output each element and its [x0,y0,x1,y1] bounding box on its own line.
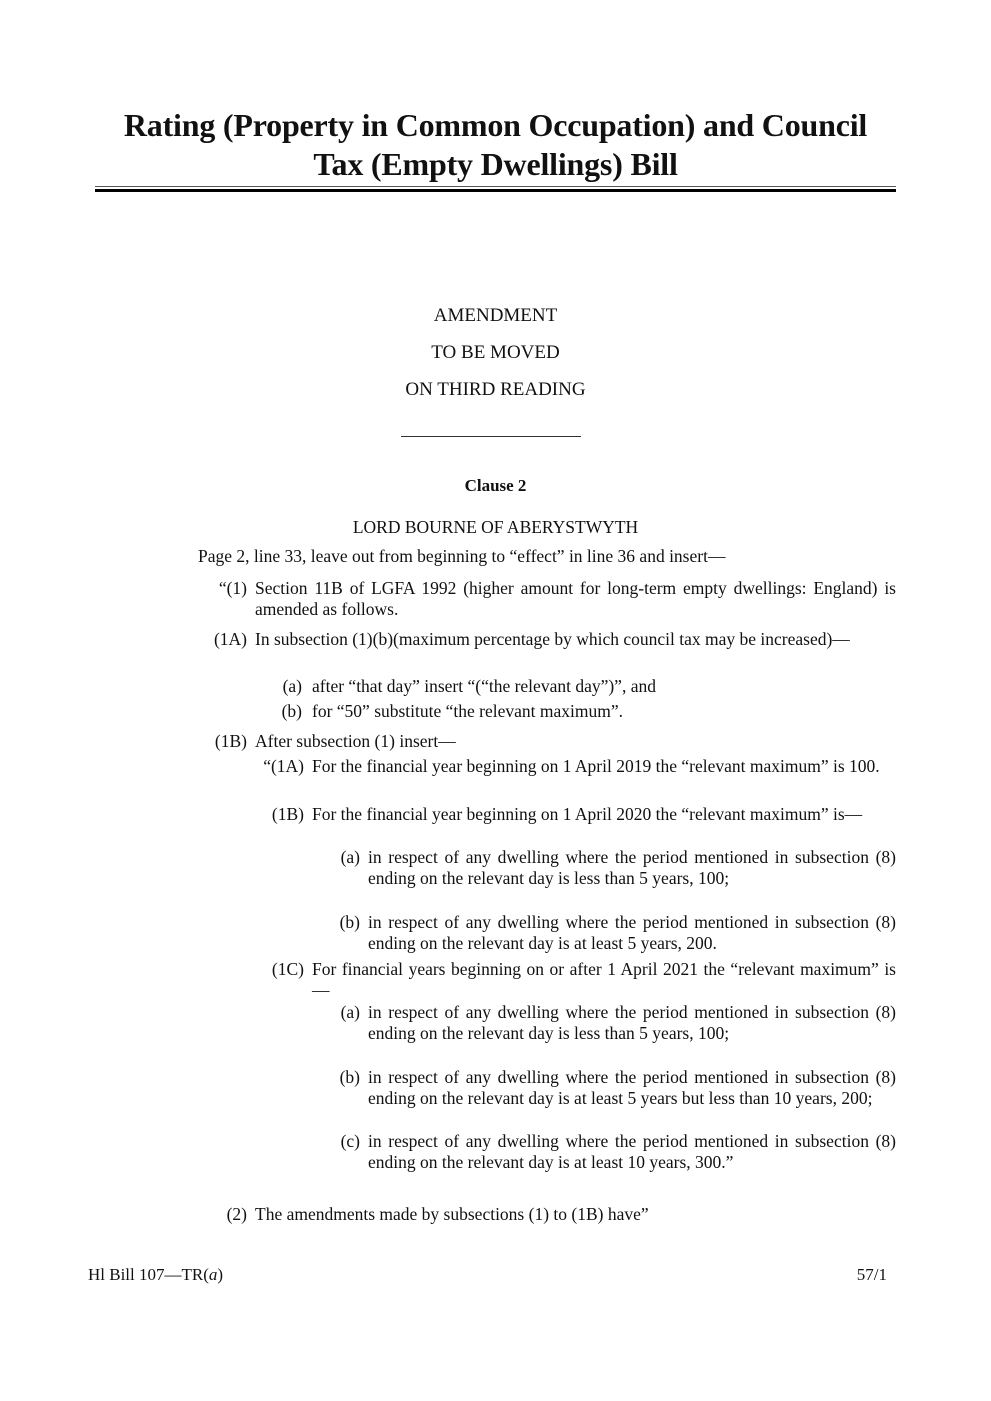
title-rule-thick [95,189,896,192]
heading-to-be-moved: TO BE MOVED [431,342,560,363]
heading-third-reading: ON THIRD READING [405,379,586,400]
item-text: in respect of any dwelling where the period mentioned in subsection (8) ending on the relevant day is less than 5 years, 100; [368,1002,896,1043]
amendment-instruction: Page 2, line 33, leave out from beginning to “effect” in line 36 and insert— [198,546,726,566]
footer-bill-reference [88,1265,223,1285]
separator-rule [401,436,581,437]
item-number: (a) [340,1002,360,1022]
item-text: in respect of any dwelling where the period mentioned in subsection (8) ending on the relevant day is at least 10 years, 300.” [368,1131,896,1172]
bill-title-line-2: Tax (Empty Dwellings) Bill [313,146,678,182]
footer-italic: a [208,1265,218,1284]
title-rule-thin [95,186,896,187]
item-number: (a) [282,676,302,696]
item-text: In subsection (1)(b)(maximum percentage by which council tax may be increased)— [255,629,850,649]
item-number: (2) [226,1204,247,1224]
bill-title-line-1: Rating (Property in Common Occupation) and Council [123,107,868,143]
item-number: (b) [339,912,360,932]
item-text: for “50” substitute “the relevant maximum”. [312,701,624,721]
item-number: (c) [340,1131,360,1151]
bill-title [95,106,896,184]
item-text: in respect of any dwelling where the period mentioned in subsection (8) ending on the relevant day is less than 5 years, 100; [368,847,896,888]
item-number: “(1A) [263,756,304,776]
heading-amendment: AMENDMENT [433,305,558,326]
item-number: “(1) [218,578,247,598]
item-number: (1C) [271,959,304,979]
item-number: (b) [339,1067,360,1087]
mover-name: LORD BOURNE OF ABERYSTWYTH [352,517,639,537]
item-number: (1B) [271,804,304,824]
item-number: (1A) [213,629,247,649]
item-text: Section 11B of LGFA 1992 (higher amount for long-term empty dwellings: England) is amended as follows. [255,578,896,619]
footer-page-number: 57/1 [856,1265,887,1284]
item-text: After subsection (1) insert— [255,731,456,751]
item-text: For the financial year beginning on 1 April 2019 the “relevant maximum” is 100. [312,756,880,776]
item-text: The amendments made by subsections (1) to (1B) have” [255,1204,649,1224]
clause-heading: Clause 2 [464,476,527,495]
footer-suffix: ) [217,1265,224,1284]
item-text: For financial years beginning on or after 1 April 2021 the “relevant maximum” is— [312,959,896,1000]
item-number: (a) [340,847,360,867]
item-text: in respect of any dwelling where the period mentioned in subsection (8) ending on the relevant day is at least 5 years, 200. [368,912,896,953]
item-text: For the financial year beginning on 1 April 2020 the “relevant maximum” is— [312,804,863,824]
item-text: in respect of any dwelling where the period mentioned in subsection (8) ending on the relevant day is at least 5 years but less than 10 years, 200; [368,1067,896,1108]
item-text: after “that day” insert “(“the relevant day”)”, and [312,676,656,696]
item-number: (b) [281,701,302,721]
item-number: (1B) [214,731,247,751]
footer-prefix: Hl Bill 107—TR( [88,1265,209,1284]
